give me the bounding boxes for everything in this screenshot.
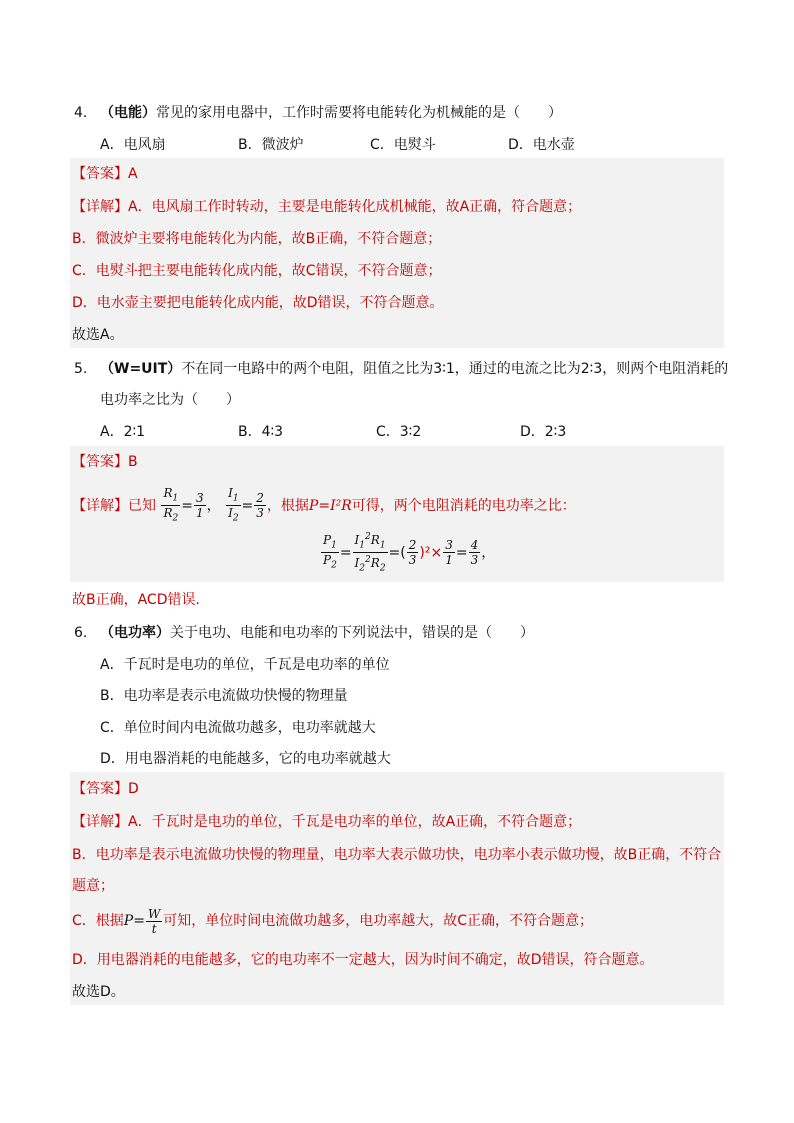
question-5-stem: 5. （W=UIT）不在同一电路中的两个电阻，阻值之比为3∶1，通过的电流之比为2∶3，则两个电阻消耗的 — [74, 361, 729, 377]
conclusion: 故选A。 — [72, 327, 124, 343]
option-b: B．4∶3 — [238, 424, 284, 440]
question-tag: （电功率） — [100, 625, 170, 641]
answer-line: 【答案】B — [72, 454, 138, 470]
fraction: $\frac{2}{3}$ — [256, 491, 264, 521]
fraction: $\frac{2}{3}$ — [408, 538, 417, 568]
answer-line: 【答案】A — [72, 166, 138, 182]
fraction: $\frac{P_1}{P_2}$ — [323, 533, 337, 571]
option-a: A．千瓦时是电功的单位，千瓦是电功率的单位 — [100, 657, 390, 673]
detail-line: C．电熨斗把主要电能转化成内能，故C错误，不符合题意； — [72, 263, 442, 279]
option-c: C．单位时间内电流做功越多，电功率就越大 — [100, 720, 376, 736]
option-a: A．电风扇 — [100, 137, 166, 153]
option-a: A．2∶1 — [100, 424, 146, 440]
fraction: $\frac{3}{1}$ — [445, 538, 453, 568]
question-5-stem-cont: 电功率之比为（ ） — [100, 392, 240, 408]
answer-block-q4 — [70, 158, 724, 348]
conclusion: 故选D。 — [72, 984, 125, 1000]
option-b: B．微波炉 — [238, 137, 304, 153]
option-d: D．电水壶 — [508, 137, 575, 153]
detail-line: 【详解】A．千瓦时是电功的单位，千瓦是电功率的单位，故A正确，不符合题意； — [72, 814, 582, 830]
conclusion: 故B正确，ACD错误． — [72, 592, 210, 608]
option-c: C．电熨斗 — [370, 137, 436, 153]
fraction: $\frac{4}{3}$ — [470, 538, 479, 568]
detail-line: D．电水壶主要把电能转化成内能，故D错误，不符合题意。 — [72, 295, 444, 311]
option-b: B．电功率是表示电流做功快慢的物理量 — [100, 688, 348, 704]
option-d: D．2∶3 — [520, 424, 567, 440]
ratio-r1-r2: $\frac{R_1}{R_2}$ — [163, 486, 179, 524]
option-c: C．3∶2 — [376, 424, 422, 440]
question-tag: （电能） — [100, 105, 156, 121]
detail-line: D．用电器消耗的电能越多，它的电功率不一定越大，因为时间不确定，故D错误，符合题意。 — [72, 952, 654, 968]
fraction-w-over-t: $\frac{W}{t}$ — [147, 906, 161, 936]
question-4-stem: 4. （电能）常见的家用电器中，工作时需要将电能转化为机械能的是（ ） — [74, 105, 562, 121]
detail-line: C．根据P= $\frac{W}{t}$ 可知，单位时间电流做功越多，电功率越大，故C正确，不符合题意； — [72, 906, 594, 936]
detail-line: B．微波炉主要将电能转化为内能，故B正确，不符合题意； — [72, 231, 442, 247]
question-tag: （W=UIT） — [100, 361, 182, 377]
fraction: $\frac{I_1^2R_1}{I_2^2R_2}$ — [354, 532, 386, 574]
answer-line: 【答案】D — [72, 781, 139, 797]
detail-line: 【详解】已知 $\frac{R_1}{R_2}$ = $\frac{3}{1}$ ， $\frac{I_1}{I_2}$ = $\frac{2}{3}$ ，根据P=I²R可得，两个电阻消耗的电功率之比： — [72, 486, 576, 524]
power-ratio-formula: $\frac{P_1}{P_2}$ = $\frac{I_1^2R_1}{I_2^2R_2}$ =( $\frac{2}{3}$ )²× $\frac{3}{1}$ = $\frac{4}{3}$ ， — [323, 532, 496, 574]
question-6-stem: 6. （电功率）关于电功、电能和电功率的下列说法中，错误的是（ ） — [74, 625, 534, 641]
ratio-i1-i2: $\frac{I_1}{I_2}$ — [228, 486, 239, 524]
detail-line: B．电功率是表示电流做功快慢的物理量，电功率大表示做功快，电功率小表示做功慢，故B正确，不符合 — [72, 847, 722, 863]
formula-inline: P=I²R — [308, 497, 352, 514]
answer-block-q6 — [70, 772, 724, 1005]
option-d: D．用电器消耗的电能越多，它的电功率就越大 — [100, 751, 391, 767]
fraction: $\frac{3}{1}$ — [195, 491, 204, 521]
detail-line: 【详解】A．电风扇工作时转动，主要是电能转化成机械能，故A正确，符合题意； — [72, 199, 582, 215]
detail-line: 题意； — [72, 878, 114, 894]
